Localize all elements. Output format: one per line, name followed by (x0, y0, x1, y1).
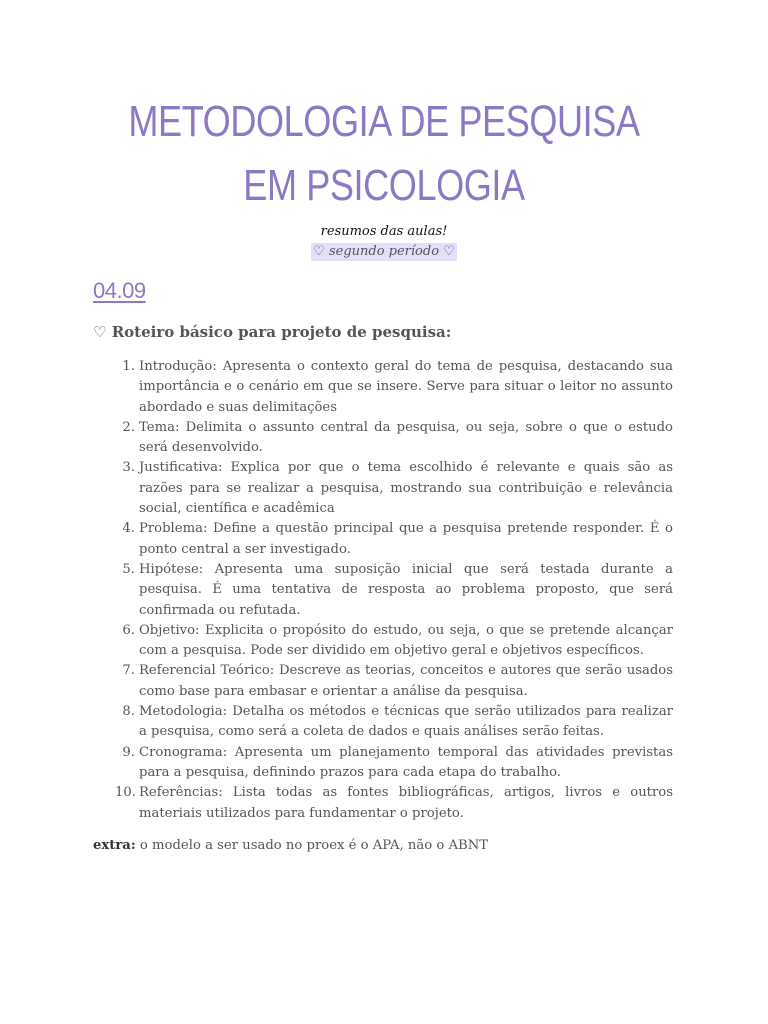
list-item (93, 621, 673, 662)
list-item-text: Cronograma: Apresenta um planejamento temporal das atividades previstas para a pesquisa, definindo prazos para cada etapa do trabalho. (139, 744, 673, 780)
list-item-number: 3. (122, 460, 135, 476)
list-item-number: 4. (122, 521, 135, 537)
date-heading-link[interactable]: 04.09 (93, 278, 146, 303)
list-item-text: Referências: Lista todas as fontes bibliográficas, artigos, livros e outros materiais utilizados para fundamentar o projeto. (139, 785, 673, 821)
list-item-text: Referencial Teórico: Descreve as teorias, conceitos e autores que serão usados como base para embasar e orientar a análise da pesquisa. (139, 663, 673, 699)
period-wrapper (0, 242, 768, 261)
page-title-line-1: METODOLOGIA DE PESQUISA (128, 97, 640, 146)
list-item-number: 5. (122, 561, 135, 577)
list-item-text: Introdução: Apresenta o contexto geral do tema de pesquisa, destacando sua importância e o cenário em que se insere. Serve para situar o leitor no assunto abordado e suas delimitações (139, 359, 673, 415)
list-item (93, 783, 673, 824)
list-item (93, 661, 673, 702)
list-item (93, 418, 673, 459)
extra-label: extra: (93, 838, 136, 853)
list-item-number: 10. (115, 785, 136, 801)
list-item-text: Tema: Delimita o assunto central da pesquisa, ou seja, sobre o que o estudo será desenvolvido. (139, 419, 673, 456)
extra-text: o modelo a ser usado no proex é o APA, não o ABNT (135, 838, 489, 853)
heart-icon: ♡ (93, 323, 107, 341)
list-item-text: Justificativa: Explica por que o tema escolhido é relevante e quais são as razões para se realizar a pesquisa, mostrando sua contribuição e relevância social, científica e acadêmica (139, 460, 673, 517)
list-item-number: 6. (122, 622, 135, 638)
research-project-outline-list (93, 357, 673, 824)
section-heading-text: Roteiro básico para projeto de pesquisa: (111, 323, 452, 341)
list-item-number: 1. (122, 359, 135, 374)
list-item-text: Objetivo: Explicita o propósito do estudo, ou seja, o que se pretende alcançar com a pesquisa. Pode ser dividido em objetivo geral e objetivos específicos. (139, 622, 673, 659)
list-item (93, 519, 673, 560)
list-item (93, 458, 673, 519)
list-item-number: 2. (122, 419, 135, 435)
list-item (93, 560, 673, 621)
list-item (93, 743, 673, 784)
list-item-number: 7. (122, 663, 135, 679)
page-title-line-2: EM PSICOLOGIA (243, 161, 525, 210)
period-highlight: ♡ segundo período ♡ (313, 244, 455, 259)
list-item (93, 702, 673, 743)
list-item-number: 9. (122, 744, 135, 760)
list-item-text: Metodologia: Detalha os métodos e técnicas que serão utilizados para realizar a pesquisa, como será a coleta de dados e quais análises serão feitas. (139, 704, 673, 740)
list-item-text: Problema: Define a questão principal que a pesquisa pretende responder. É o ponto central a ser investigado. (139, 521, 673, 557)
list-item (93, 357, 673, 418)
subtitle: resumos das aulas! (320, 224, 448, 239)
extra-note (93, 838, 488, 853)
section-heading (93, 323, 451, 341)
list-item-number: 8. (122, 704, 135, 720)
list-item-text: Hipótese: Apresenta uma suposição inicial que será testada durante a pesquisa. É uma tentativa de resposta ao problema proposto, que será confirmada ou refutada. (139, 561, 673, 618)
